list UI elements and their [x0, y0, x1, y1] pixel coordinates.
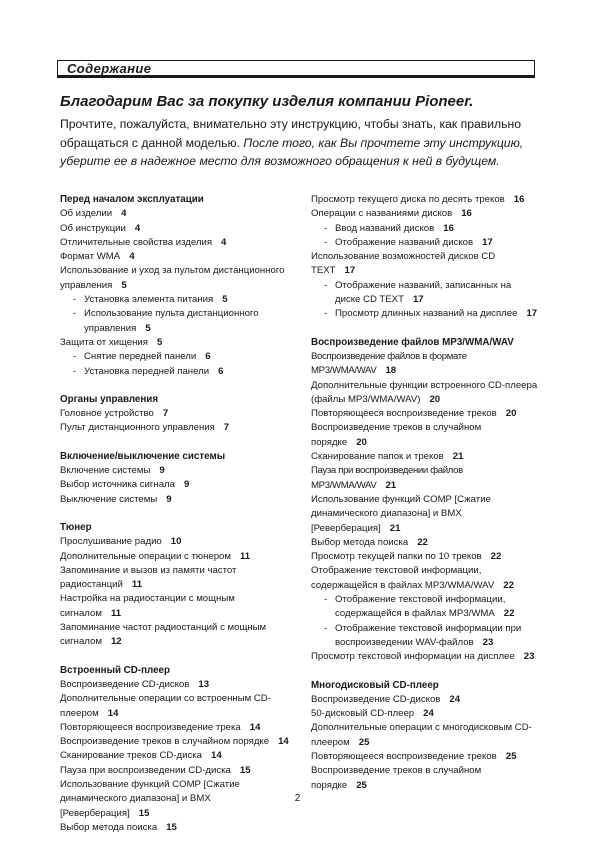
toc-entry-page: 22: [417, 536, 428, 548]
toc-entry-text: Просмотр текущего диска по десять треков: [311, 194, 505, 205]
toc-entry-page: 25: [356, 779, 367, 791]
toc-entry-page: 6: [218, 365, 224, 377]
toc-entry-text: Снятие передней панели: [84, 351, 197, 363]
toc-entry[interactable]: [60, 764, 292, 778]
toc-subentry[interactable]: [60, 365, 292, 379]
toc-entry-page: 5: [121, 279, 127, 291]
toc-entry-text: Использование пульта дистанционного управления: [84, 308, 259, 334]
toc-entry-page: 14: [249, 721, 261, 733]
toc-entry[interactable]: [311, 721, 539, 750]
toc-entry-text: Запоминание частот радиостанций с мощным сигналом: [60, 622, 267, 648]
toc-section-title: Включение/выключение системы: [60, 450, 226, 462]
toc-entry-text: Воспроизведение файлов в формате MP3/WMA/WAV: [311, 350, 467, 377]
toc-entry-text: Повторяющееся воспроизведение треков: [311, 750, 497, 762]
toc-entry-page: 6: [205, 351, 211, 363]
toc-entry-page: 25: [358, 736, 370, 748]
toc-entry[interactable]: [311, 650, 539, 664]
toc-entry-page: 21: [385, 479, 397, 491]
toc-entry-text: Использование возможностей дисков CD TEXT: [311, 251, 496, 277]
toc-entry-text: Об инструкции: [60, 222, 126, 234]
toc-entry-text: Прослушивание радио: [60, 536, 162, 548]
toc-entry[interactable]: [60, 592, 292, 621]
toc-entry-page: 20: [356, 436, 367, 448]
toc-entry[interactable]: [60, 264, 292, 293]
toc-entry[interactable]: [311, 550, 539, 564]
toc-subentry[interactable]: [311, 222, 539, 236]
toc-entry-text: Включение системы: [60, 465, 151, 477]
toc-entry-page: 4: [221, 236, 227, 248]
toc-entry-text: Отображение текстовой информации, содержащейся в файлах MP3/WMA/WAV: [311, 565, 495, 591]
toc-subentry[interactable]: [60, 307, 292, 336]
toc-entry[interactable]: [311, 450, 539, 464]
toc-subentry[interactable]: [311, 307, 539, 321]
toc-entry-page: 15: [239, 764, 251, 776]
toc-entry-page: 22: [503, 608, 515, 620]
toc-entry-text: Головное устройство: [60, 408, 154, 420]
toc-entry[interactable]: [311, 693, 539, 707]
toc-entry-page: 11: [131, 579, 143, 591]
toc-entry-page: 11: [110, 607, 122, 619]
toc-entry-text: Использование функций COMP [Сжатие динамического диапазона] и BMX [Реверберация]: [311, 493, 491, 534]
toc-entry-text: Воспроизведение CD-дисков: [60, 678, 190, 690]
toc-entry-text: Пауза при воспроизведении файлов MP3/WMA/WAV: [311, 465, 463, 491]
toc-entry[interactable]: [311, 193, 539, 207]
toc-entry-text: Дополнительные операции со встроенным CD-плеером: [60, 693, 271, 719]
toc-entry-page: 14: [211, 750, 222, 762]
toc-entry-text: Защита от хищения: [60, 336, 148, 348]
toc-entry-text: Выбор метода поиска: [60, 821, 158, 833]
toc-section: [311, 679, 539, 793]
toc-entry-page: 18: [385, 365, 397, 377]
toc-entry[interactable]: [60, 236, 292, 250]
toc-subentry[interactable]: [311, 236, 539, 250]
intro-title: Благодарим Вас за покупку изделия компании Pioneer.: [60, 93, 474, 110]
toc-entry[interactable]: [311, 707, 539, 721]
toc-entry-text: Дополнительные операции с многодисковым CD-плеером: [311, 722, 532, 748]
toc-entry[interactable]: [311, 421, 539, 450]
toc-entry[interactable]: [60, 478, 292, 492]
toc-entry-page: 16: [513, 194, 525, 205]
toc-entry[interactable]: [60, 250, 292, 264]
toc-entry[interactable]: [311, 536, 539, 550]
toc-entry-text: Дополнительные операции с тюнером: [60, 550, 231, 562]
toc-entry-page: 15: [166, 821, 177, 833]
toc-entry[interactable]: [60, 222, 292, 236]
toc-entry-page: 7: [223, 422, 230, 434]
toc-entry-text: Отображение названий, записанных на диске CD TEXT: [335, 279, 512, 306]
toc-entry-text: Установка передней панели: [84, 365, 210, 377]
toc-entry-text: Отображение названий дисков: [335, 236, 474, 248]
toc-entry-page: 20: [429, 393, 441, 405]
intro-paragraph: [60, 115, 538, 171]
toc-entry-page: 23: [523, 651, 535, 663]
toc-entry-page: 9: [159, 465, 165, 477]
section-header-title: Содержание: [67, 61, 152, 76]
toc-entry[interactable]: [60, 749, 292, 763]
toc-entry-text: Пульт дистанционного управления: [60, 422, 215, 434]
toc-entry-text: Использование функций COMP [Сжатие динамического диапазона] и BMX [Реверберация]: [60, 778, 240, 819]
toc-entry-page: 16: [461, 208, 472, 220]
toc-entry[interactable]: [60, 621, 292, 650]
toc-entry-text: Просмотр текущей папки по 10 треков: [311, 551, 482, 563]
toc-entry-text: Выключение системы: [60, 493, 158, 505]
intro-text-italic: После того, как Вы прочтете эту инструкцию, уберите ее в надежное место для возможного обращения к ней в будущем.: [60, 135, 524, 168]
toc-entry-text: Сканирование треков CD-диска: [60, 750, 202, 762]
section-header-bar: [57, 60, 535, 78]
toc-subentry[interactable]: [311, 279, 539, 308]
toc-entry[interactable]: [311, 250, 539, 279]
toc-entry-page: 13: [198, 678, 210, 690]
toc-entry-text: Воспроизведение треков в случайном порядке: [311, 765, 482, 791]
toc-entry[interactable]: [60, 336, 292, 350]
toc-entry-text: Формат WMA: [60, 251, 121, 263]
toc-entry-text: Воспроизведение CD-дисков: [311, 693, 441, 705]
intro-text: Прочтите, пожалуйста, внимательно эту инструкцию, чтобы знать, как правильно обращаться с данной моделью.: [60, 117, 521, 150]
toc-entry-text: Использование и уход за пультом дистанционного управления: [60, 265, 285, 291]
toc-entry-text: Повторяющееся воспроизведение трека: [60, 721, 241, 733]
toc-entry[interactable]: [311, 764, 539, 793]
toc-entry-text: Отображение текстовой информации, содержащейся в файлах MP3/WMA: [335, 594, 506, 620]
toc-subentry[interactable]: [60, 350, 292, 364]
toc-entry[interactable]: [60, 564, 292, 593]
toc-entry-text: Настройка на радиостанции с мощным сигналом: [60, 593, 235, 619]
toc-entry-page: 12: [110, 636, 122, 648]
toc-entry[interactable]: [60, 550, 292, 564]
toc-section: [60, 521, 292, 650]
toc-subentry[interactable]: [60, 293, 292, 307]
toc-entry[interactable]: [60, 464, 292, 478]
toc-entry-page: 5: [156, 336, 163, 348]
toc-entry-text: Воспроизведение треков в случайном порядке: [311, 422, 482, 448]
toc-entry-text: Повторяющееся воспроизведение треков: [311, 408, 497, 420]
toc-entry-page: 22: [490, 551, 502, 563]
toc-subentry[interactable]: [311, 622, 539, 651]
toc-entry-page: 5: [222, 294, 228, 306]
toc-entry-page: 25: [505, 750, 517, 762]
toc-entry-text: Выбор метода поиска: [311, 536, 409, 548]
toc-entry[interactable]: [60, 678, 292, 692]
toc-entry[interactable]: [60, 735, 292, 749]
toc-entry[interactable]: [311, 379, 539, 408]
toc-entry-text: Просмотр длинных названий на дисплее: [335, 308, 518, 320]
toc-entry-page: 4: [129, 251, 135, 263]
toc-entry[interactable]: [60, 421, 292, 435]
toc-entry[interactable]: [311, 464, 539, 493]
toc-entry-text: Запоминание и вызов из памяти частот радиостанций: [60, 564, 237, 591]
toc-entry-page: 20: [505, 408, 517, 420]
toc-entry-page: 23: [482, 636, 494, 648]
toc-section: [311, 193, 539, 322]
toc-entry-page: 9: [166, 493, 172, 505]
toc-entry[interactable]: [311, 407, 539, 421]
toc-entry-text: Об изделии: [60, 208, 113, 220]
toc-left-column: [60, 193, 292, 849]
toc-section: [60, 664, 292, 836]
toc-section-title: Воспроизведение файлов MP3/WMA/WAV: [311, 336, 514, 348]
toc-entry-page: 24: [423, 708, 434, 720]
toc-entry-page: 17: [482, 236, 493, 248]
toc-section: [60, 193, 292, 379]
toc-entry-page: 21: [452, 451, 464, 463]
toc-entry-text: Сканирование папок и треков: [311, 451, 444, 463]
toc-entry-page: 9: [183, 479, 190, 491]
toc-section-title: Многодисковый CD-плеер: [311, 679, 439, 691]
toc-entry-text: Ввод названий дисков: [335, 222, 435, 234]
toc-entry[interactable]: [60, 207, 292, 221]
toc-entry-text: Воспроизведение треков в случайном порядке: [60, 736, 270, 748]
toc-entry[interactable]: [60, 721, 292, 735]
toc-section: [60, 450, 292, 507]
toc-entry-text: Операции с названиями дисков: [311, 208, 453, 220]
toc-entry-text: Пауза при воспроизведении CD-диска: [60, 764, 231, 776]
toc-entry-page: 17: [412, 294, 424, 306]
toc-right-column: [311, 193, 539, 807]
toc-entry[interactable]: [60, 821, 292, 835]
toc-entry[interactable]: [311, 564, 539, 593]
toc-entry-page: 14: [278, 736, 289, 748]
toc-entry-page: 11: [239, 550, 251, 562]
toc-entry-text: Дополнительные функции встроенного CD-плеера (файлы MP3/WMA/WAV): [311, 379, 538, 405]
toc-section: [311, 336, 539, 665]
toc-entry[interactable]: [60, 535, 292, 549]
toc-section-title: Перед началом эксплуатации: [60, 194, 204, 205]
toc-entry-page: 7: [162, 408, 169, 420]
toc-entry-page: 24: [449, 693, 461, 705]
toc-entry[interactable]: [60, 407, 292, 421]
toc-entry-page: 4: [121, 208, 127, 220]
toc-entry-text: Отличительные свойства изделия: [60, 236, 213, 248]
toc-entry[interactable]: [60, 692, 292, 721]
toc-entry-page: 5: [145, 322, 151, 334]
toc-entry-page: 17: [526, 308, 538, 320]
toc-entry-page: 4: [134, 222, 141, 234]
toc-entry-page: 21: [389, 522, 401, 534]
toc-entry-text: Установка элемента питания: [84, 294, 214, 306]
toc-entry[interactable]: [311, 350, 539, 379]
toc-section: [60, 393, 292, 436]
toc-section-title: Органы управления: [60, 393, 159, 405]
toc-entry-page: 16: [443, 222, 454, 234]
toc-entry-page: 22: [503, 579, 514, 591]
toc-entry[interactable]: [60, 493, 292, 507]
toc-entry[interactable]: [311, 750, 539, 764]
page-number: 2: [294, 793, 301, 804]
toc-entry-text: Выбор источника сигнала: [60, 479, 175, 491]
toc-entry-text: Просмотр текстовой информации на дисплее: [311, 651, 515, 663]
toc-entry[interactable]: [311, 493, 539, 536]
toc-entry-page: 10: [170, 536, 182, 548]
toc-entry-page: 15: [138, 807, 150, 819]
toc-entry[interactable]: [311, 207, 539, 221]
toc-entry-text: Отображение текстовой информации при воспроизведении WAV-файлов: [335, 622, 522, 648]
toc-section-title: Встроенный CD-плеер: [60, 664, 170, 676]
toc-subentry[interactable]: [311, 593, 539, 622]
toc-section-title: Тюнер: [60, 521, 92, 533]
toc-entry-text: 50-дисковый CD-плеер: [311, 708, 415, 720]
toc-entry-page: 17: [344, 265, 356, 277]
toc-entry-page: 14: [107, 707, 119, 719]
